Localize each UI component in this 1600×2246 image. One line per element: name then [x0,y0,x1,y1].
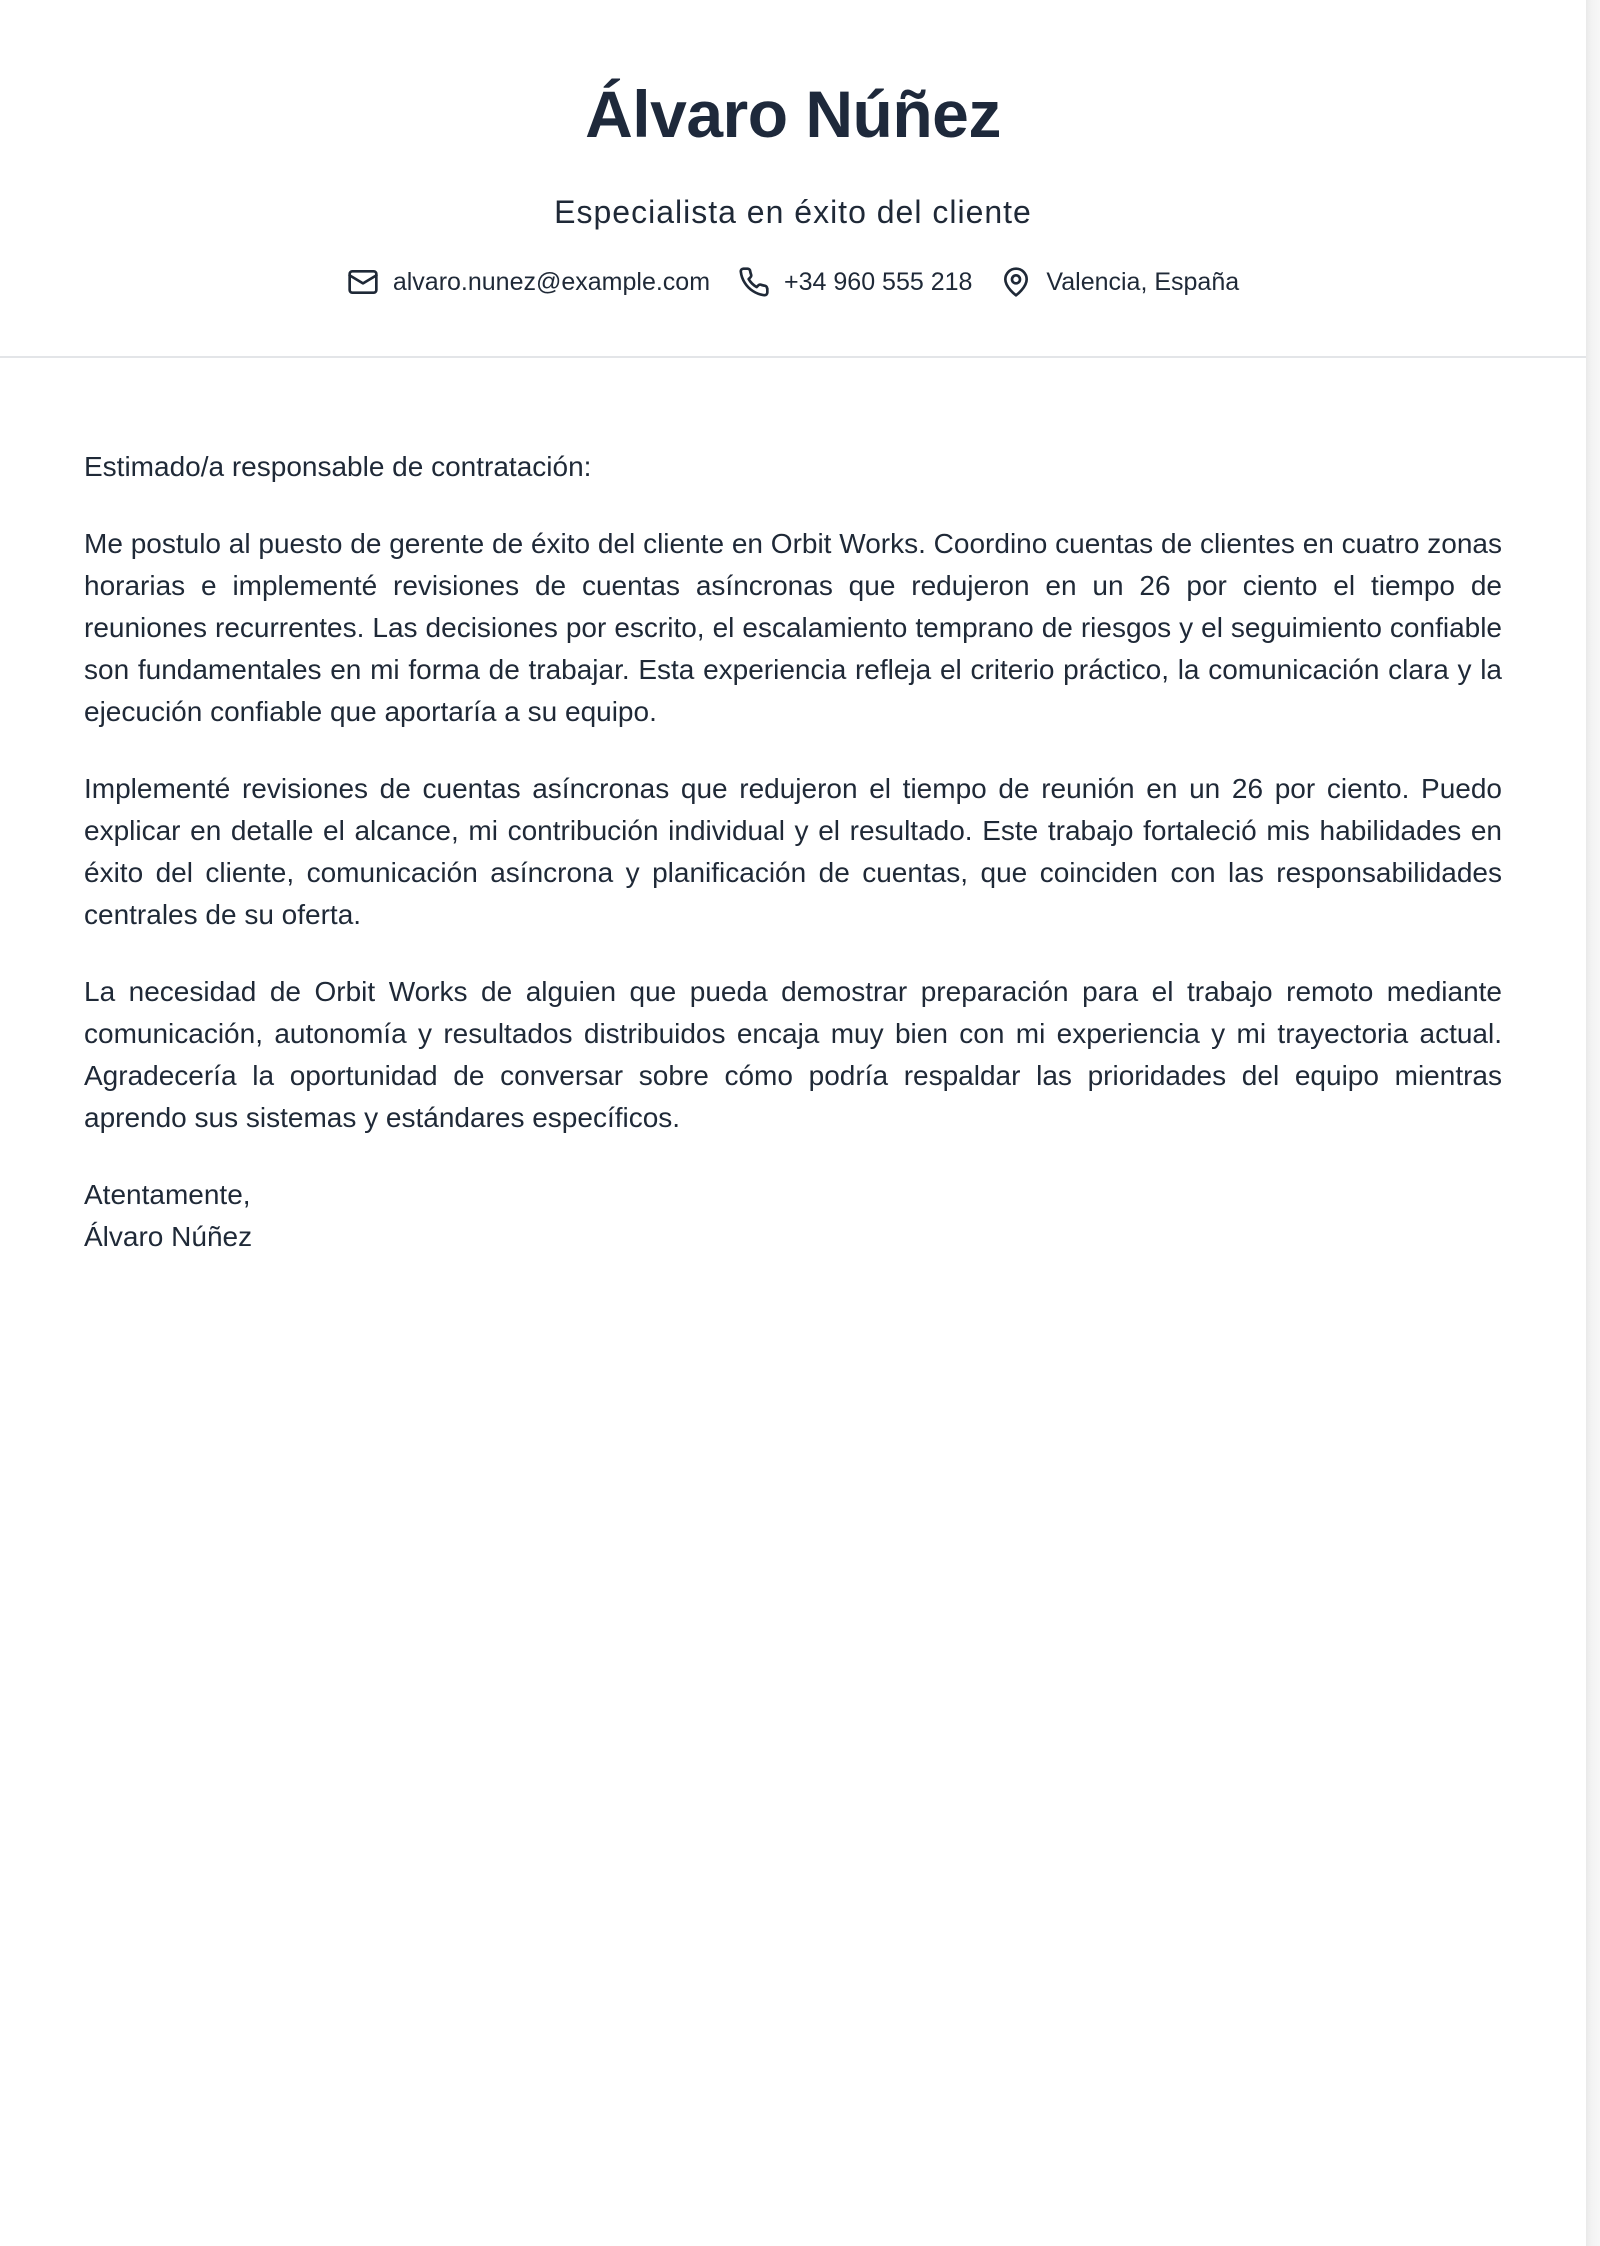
contact-email[interactable] [347,266,710,298]
page-edge-shadow [1586,0,1600,2246]
letter-paragraph-3: La necesidad de Orbit Works de alguien que pueda demostrar preparación para el trabajo remoto mediante comunicación, autonomía y resultados distribuidos encaja muy bien con mi experiencia y mi trayectoria actual. Agradecería la oportunidad de conversar sobre cómo podría respaldar las prioridades del equipo mientras aprendo sus sistemas y estándares específicos. [84,976,1502,1133]
closing: Atentamente, [84,1179,251,1210]
applicant-name: Álvaro Núñez [585,77,1001,151]
letter-paragraph-1: Me postulo al puesto de gerente de éxito del cliente en Orbit Works. Coordino cuentas de clientes en cuatro zonas horarias e implementé revisiones de cuentas asíncronas que redujeron en un 26 por ciento el tiempo de reuniones recurrentes. Las decisiones por escrito, el escalamiento temprano de riesgos y el seguimiento confiable son fundamentales en mi forma de trabajar. Esta experiencia refleja el criterio práctico, la comunicación clara y la ejecución confiable que aportaría a su equipo. [84,528,1502,727]
email-text: alvaro.nunez@example.com [392,267,711,296]
letter-paragraph-2: Implementé revisiones de cuentas asíncronas que redujeron el tiempo de reunión en un 26 por ciento. Puedo explicar en detalle el alcance, mi contribución individual y el resultado. Este trabajo fortaleció mis habilidades en éxito del cliente, comunicación asíncrona y planificación de cuentas, que coinciden con las responsabilidades centrales de su oferta. [84,773,1502,930]
letter-header [0,0,1586,358]
contact-phone[interactable] [738,266,972,298]
salutation: Estimado/a responsable de contratación: [84,451,592,482]
location-text: Valencia, España [1046,267,1240,296]
phone-text: +34 960 555 218 [784,267,973,296]
mail-icon [347,266,379,298]
phone-icon [738,266,770,298]
signature: Álvaro Núñez [84,1221,253,1252]
job-title: Especialista en éxito del cliente [554,194,1032,230]
map-pin-icon [1000,266,1032,298]
contact-info [0,262,1586,302]
letter-body [84,446,1502,1258]
contact-location [1000,266,1239,298]
